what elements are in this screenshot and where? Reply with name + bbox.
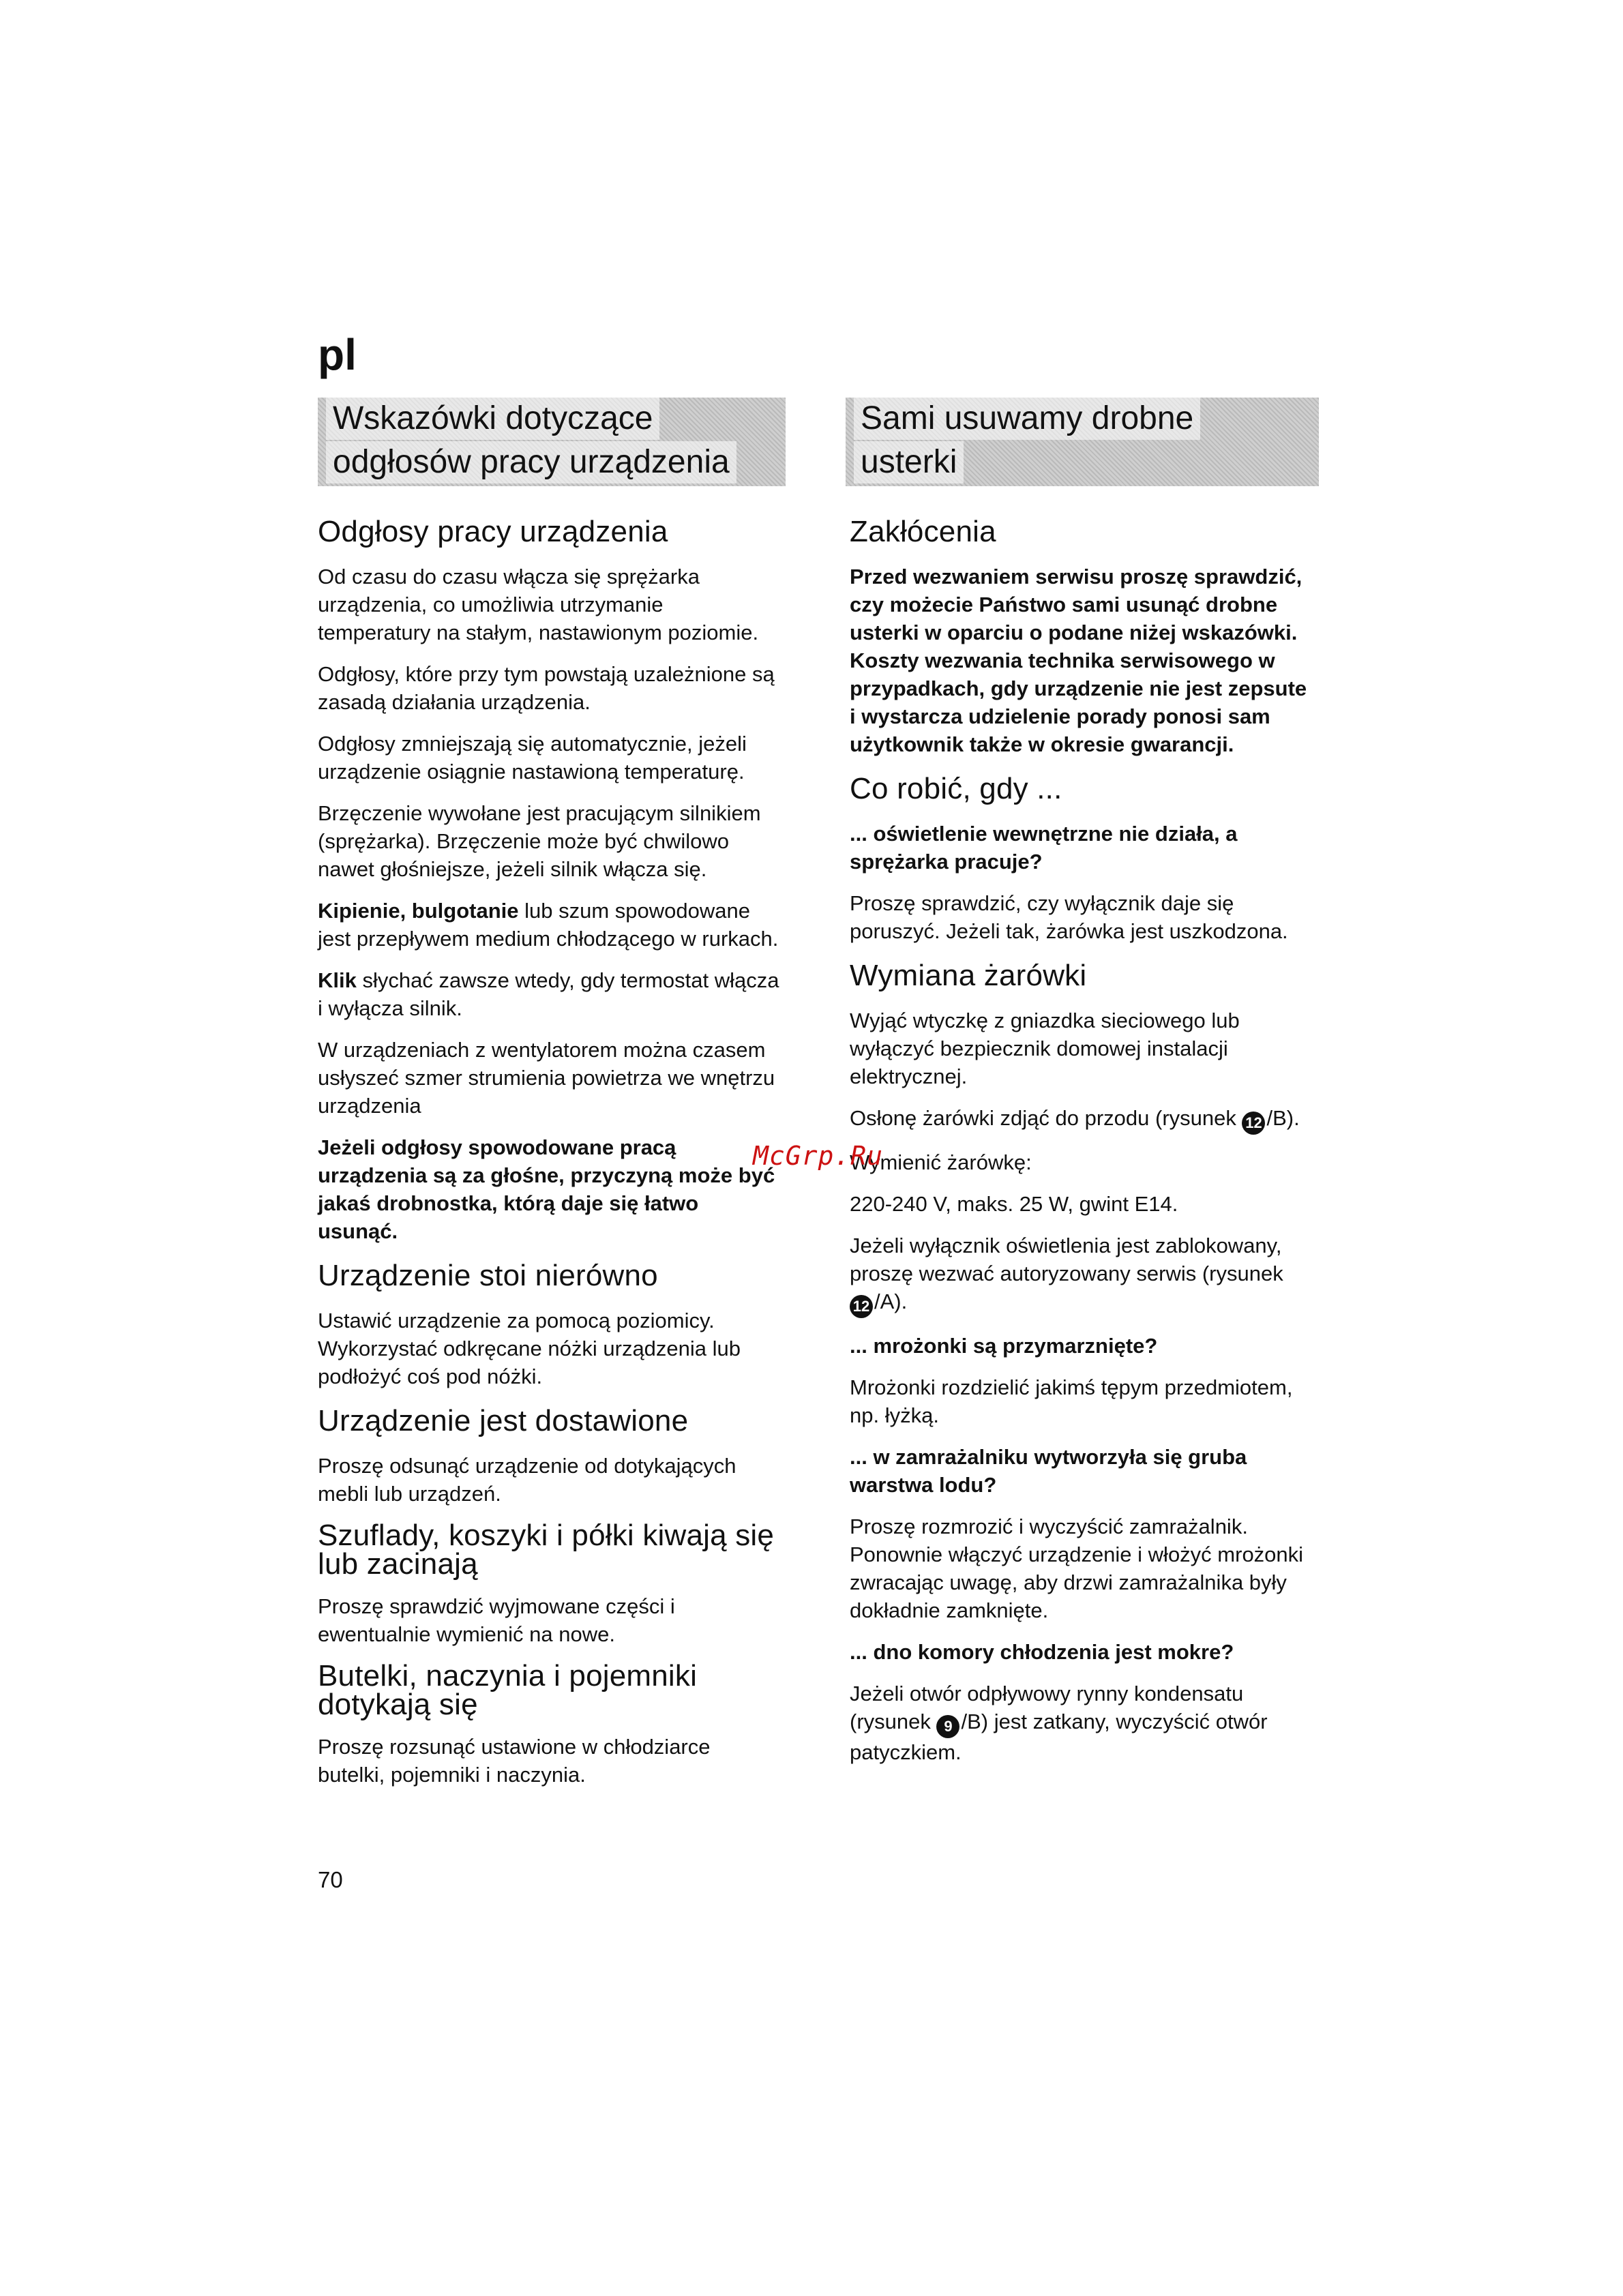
bold-term: Klik [318, 968, 357, 992]
paragraph [850, 1104, 1313, 1135]
question: ... w zamrażalniku wytworzyła się gruba warstwa lodu? [850, 1445, 1247, 1497]
paragraph: Ustawić urządzenie za pomocą poziomicy. Wykorzystać odkręcane nóżki urządzenia lub podłożyć coś pod nóżki. [318, 1309, 741, 1388]
paragraph: Wymienić żarówkę: [850, 1150, 1032, 1174]
heading-bottles: Butelki, naczynia i pojemniki dotykają się [318, 1659, 698, 1721]
left-header-line1: Wskazówki dotyczące [326, 398, 659, 440]
left-column [318, 515, 781, 1802]
paragraph: W urządzeniach z wentylatorem można czasem usłyszeć szmer strumienia powietrza we wnętrzu urządzenia [318, 1038, 775, 1118]
language-code: pl [318, 330, 357, 379]
paragraph [318, 966, 781, 1022]
left-header-line2: odgłosów pracy urządzenia [326, 441, 736, 483]
question: ... oświetlenie wewnętrzne nie działa, a sprężarka pracuje? [850, 822, 1238, 874]
right-column [850, 515, 1313, 1780]
paragraph: Proszę rozsunąć ustawione w chłodziarce butelki, pojemniki i naczynia. [318, 1735, 711, 1787]
paragraph-text: Jeżeli otwór odpływowy rynny kondensatu (rysunek [850, 1682, 1244, 1733]
paragraph-text: /B) jest zatkany, wyczyścić otwór patyczkiem. [850, 1710, 1268, 1764]
paragraph-text: Osłonę żarówki zdjąć do przodu (rysunek [850, 1106, 1242, 1130]
heading-bulb-replacement: Wymiana żarówki [850, 959, 1087, 992]
paragraph [850, 1680, 1313, 1766]
paragraph: Proszę odsunąć urządzenie od dotykających mebli lub urządzeń. [318, 1454, 736, 1506]
paragraph: Proszę sprawdzić, czy wyłącznik daje się poruszyć. Jeżeli tak, żarówka jest uszkodzona. [850, 891, 1288, 943]
right-header-line1: Sami usuwamy drobne [854, 398, 1200, 440]
paragraph: Wyjąć wtyczkę z gniazdka sieciowego lub wyłączyć bezpiecznik domowej instalacji elektrycznej. [850, 1009, 1240, 1088]
bold-term: Kipienie, bulgotanie [318, 899, 519, 923]
paragraph [850, 1232, 1313, 1318]
paragraph: 220-240 V, maks. 25 W, gwint E14. [850, 1192, 1178, 1216]
left-section-header [318, 398, 786, 486]
right-section-header [846, 398, 1319, 486]
heading-drawers: Szuflady, koszyki i półki kiwają się lub zacinają [318, 1519, 775, 1581]
heading-faults: Zakłócenia [850, 515, 996, 548]
paragraph-text: Jeżeli wyłącznik oświetlenia jest zablokowany, proszę wezwać autoryzowany serwis (rysunek [850, 1234, 1283, 1285]
watermark: McGrp.Ru [753, 1141, 884, 1171]
paragraph: Od czasu do czasu włącza się sprężarka urządzenia, co umożliwia utrzymanie temperatury na stałym, nastawionym poziomie. [318, 565, 759, 644]
paragraph [318, 897, 781, 953]
question: ... dno komory chłodzenia jest mokre? [850, 1640, 1234, 1664]
paragraph-text: /B). [1266, 1106, 1300, 1130]
paragraph: Proszę rozmrozić i wyczyścić zamrażalnik. Ponownie włączyć urządzenie i włożyć mrożonki zwracając uwagę, aby drzwi zamrażalnika były dokładnie zamknięte. [850, 1515, 1304, 1622]
heading-noises: Odgłosy pracy urządzenia [318, 515, 668, 548]
paragraph: Mrożonki rozdzielić jakimś tępym przedmiotem, np. łyżką. [850, 1375, 1293, 1427]
figure-number-icon: 9 [936, 1715, 959, 1738]
bold-paragraph: Przed wezwaniem serwisu proszę sprawdzić, czy możecie Państwo sami usunąć drobne usterki w oparciu o podane niżej wskazówki. Koszty wezwania technika serwisowego w przypadkach, gdy urządzenie nie jest zepsute i wystarcza udzielenie porady ponosi sam użytkownik także w okresie gwarancji. [850, 565, 1307, 756]
paragraph: Odgłosy zmniejszają się automatycznie, jeżeli urządzenie osiągnie nastawioną temperaturę. [318, 732, 747, 784]
page-number: 70 [318, 1867, 343, 1892]
figure-number-icon: 12 [1242, 1112, 1265, 1135]
right-header-line2: usterki [854, 441, 964, 483]
heading-what-to-do: Co robić, gdy ... [850, 772, 1062, 805]
figure-number-icon: 12 [850, 1295, 873, 1318]
heading-uneven: Urządzenie stoi nierówno [318, 1259, 658, 1292]
paragraph-text: lub szum spowodowane jest przepływem medium chłodzącego w rurkach. [318, 899, 779, 951]
paragraph-text: /A). [874, 1289, 908, 1313]
paragraph: Odgłosy, które przy tym powstają uzależnione są zasadą działania urządzenia. [318, 662, 775, 714]
question: ... mrożonki są przymarznięte? [850, 1334, 1158, 1358]
paragraph: Proszę sprawdzić wyjmowane części i ewentualnie wymienić na nowe. [318, 1594, 675, 1646]
heading-touching: Urządzenie jest dostawione [318, 1404, 689, 1437]
bold-paragraph: Jeżeli odgłosy spowodowane pracą urządzenia są za głośne, przyczyną może być jakaś drobnostka, którą daje się łatwo usunąć. [318, 1135, 775, 1243]
paragraph: Brzęczenie wywołane jest pracującym silnikiem (sprężarka). Brzęczenie może być chwilowo nawet głośniejsze, jeżeli silnik włącza się. [318, 801, 761, 881]
paragraph-text: słychać zawsze wtedy, gdy termostat włącza i wyłącza silnik. [318, 968, 779, 1020]
